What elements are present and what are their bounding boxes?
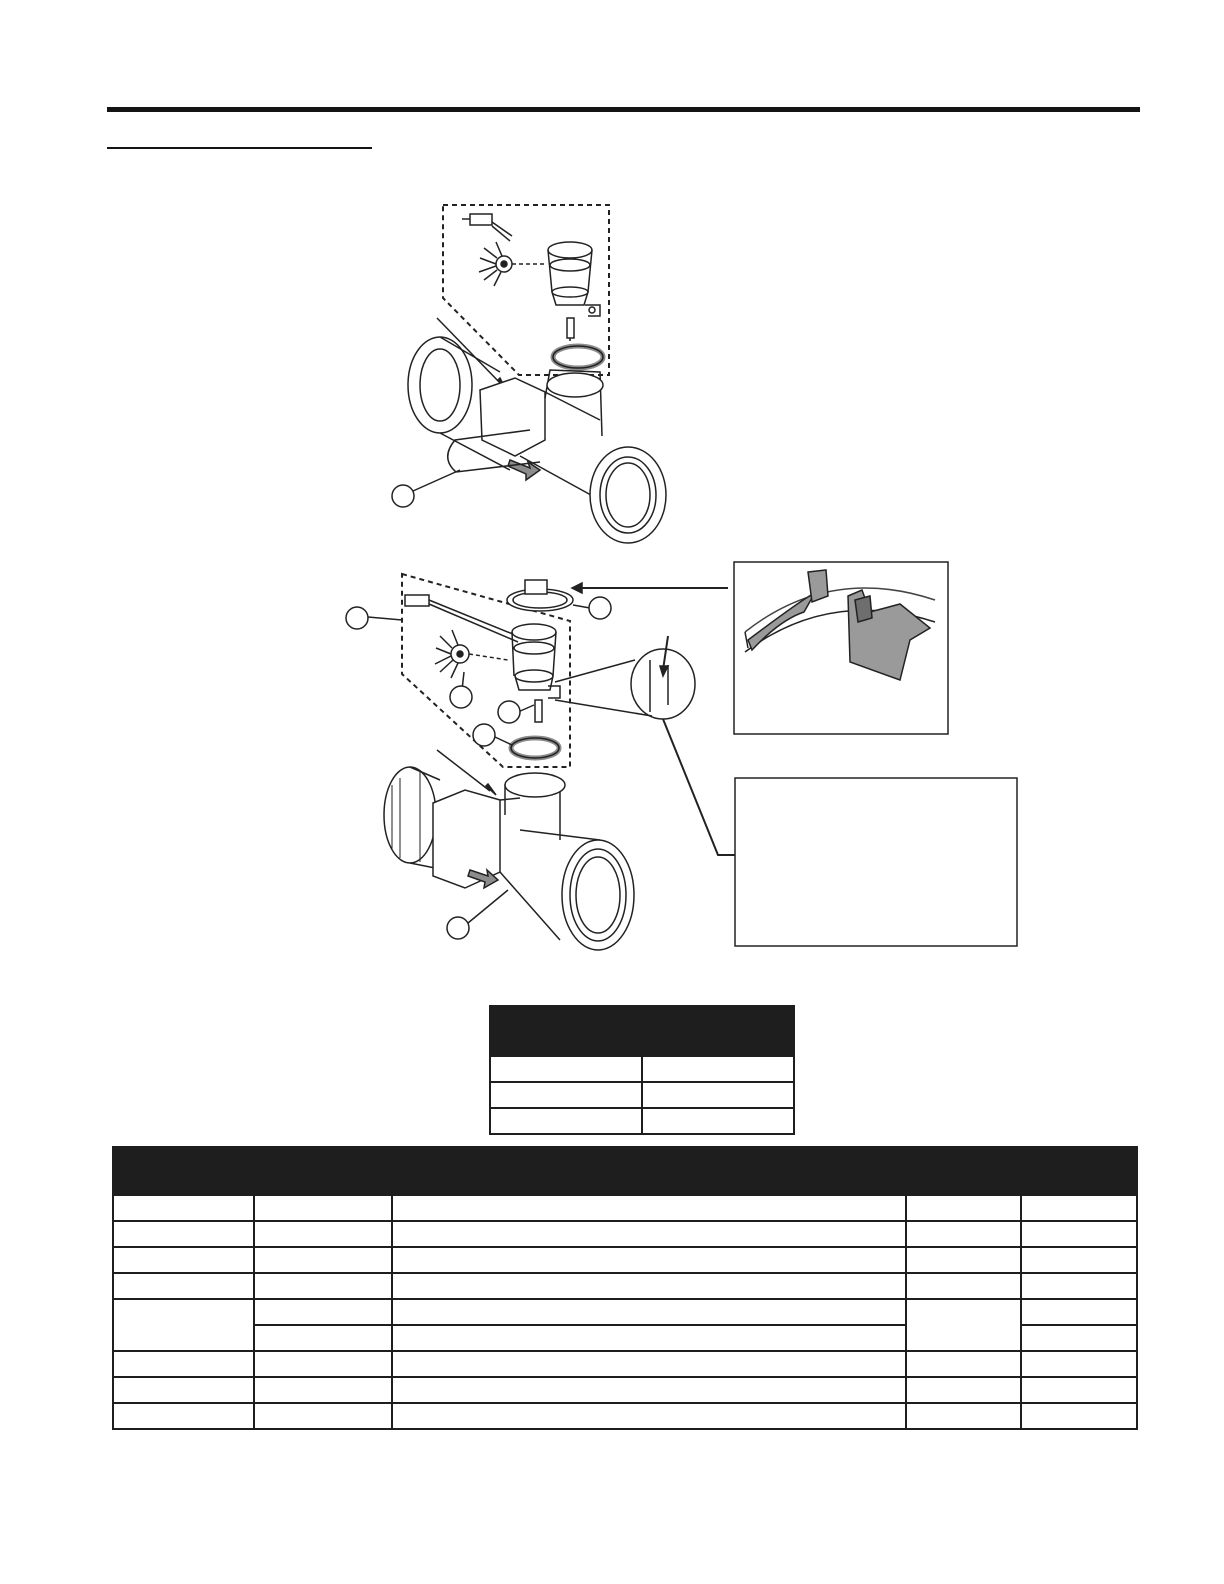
table-cell	[113, 1299, 254, 1351]
table-cell	[642, 1108, 794, 1134]
callout-circle-6	[473, 724, 495, 746]
table-cell	[906, 1221, 1021, 1247]
note-box	[735, 778, 1017, 946]
table-cell	[906, 1247, 1021, 1273]
table-cell	[490, 1056, 642, 1082]
table-row	[490, 1056, 794, 1082]
table-row	[490, 1082, 794, 1108]
table-cell	[254, 1351, 392, 1377]
table-cell	[1021, 1377, 1137, 1403]
parts-table-header	[254, 1147, 392, 1195]
table-cell	[1021, 1273, 1137, 1299]
callout-circle-4	[450, 686, 472, 708]
table-cell	[906, 1403, 1021, 1429]
table-row	[113, 1247, 1137, 1273]
table-row	[113, 1221, 1137, 1247]
callout-circle-5	[498, 701, 520, 723]
impeller-upper	[479, 242, 512, 286]
table-cell	[1021, 1247, 1137, 1273]
table-cell	[113, 1377, 254, 1403]
table-cell	[642, 1082, 794, 1108]
detail-magnifier	[555, 636, 735, 855]
table-row	[113, 1377, 1137, 1403]
table-cell	[392, 1403, 906, 1429]
upper-assembly	[392, 205, 666, 543]
table-cell	[1021, 1403, 1137, 1429]
table-cell	[254, 1377, 392, 1403]
table-cell	[906, 1377, 1021, 1403]
table-cell	[254, 1221, 392, 1247]
size-table	[489, 1005, 795, 1135]
table-cell	[1021, 1325, 1137, 1351]
parts-table-header	[392, 1147, 906, 1195]
table-cell	[254, 1299, 392, 1325]
table-cell	[392, 1325, 906, 1351]
table-cell	[254, 1403, 392, 1429]
tee-body-upper	[408, 337, 666, 543]
table-cell	[1021, 1195, 1137, 1221]
table-cell	[392, 1273, 906, 1299]
table-row	[113, 1299, 1137, 1325]
table-cell	[490, 1082, 642, 1108]
parts-table-header	[906, 1147, 1021, 1195]
clip-detail-box	[734, 562, 948, 734]
table-cell	[392, 1299, 906, 1325]
lower-assembly	[346, 574, 728, 950]
table-cell	[490, 1108, 642, 1134]
tee-body-lower	[384, 767, 634, 950]
table-cell	[113, 1221, 254, 1247]
table-row	[113, 1351, 1137, 1377]
table-row	[113, 1273, 1137, 1299]
table-row	[113, 1403, 1137, 1429]
size-table-header	[642, 1006, 794, 1056]
parts-table-header	[113, 1147, 254, 1195]
retaining-clip	[507, 580, 573, 611]
table-cell	[906, 1195, 1021, 1221]
callout-circle-1	[392, 485, 414, 507]
parts-table	[112, 1146, 1138, 1430]
table-cell	[254, 1325, 392, 1351]
table-cell	[1021, 1299, 1137, 1325]
table-row	[113, 1195, 1137, 1221]
sensor-body-upper	[548, 242, 600, 316]
table-cell	[254, 1273, 392, 1299]
table-cell	[113, 1247, 254, 1273]
table-cell	[906, 1351, 1021, 1377]
table-cell	[392, 1377, 906, 1403]
table-cell	[906, 1273, 1021, 1299]
callout-circle-2	[589, 597, 611, 619]
table-cell	[1021, 1221, 1137, 1247]
table-cell	[392, 1195, 906, 1221]
table-cell	[1021, 1351, 1137, 1377]
table-cell	[254, 1247, 392, 1273]
callout-circle-7	[447, 917, 469, 939]
impeller-lower	[435, 630, 469, 678]
table-row	[490, 1108, 794, 1134]
table-cell	[113, 1403, 254, 1429]
table-cell	[392, 1221, 906, 1247]
table-cell	[113, 1195, 254, 1221]
size-table-header	[490, 1006, 642, 1056]
sensor-body-lower	[512, 624, 560, 698]
table-cell	[392, 1351, 906, 1377]
parts-table-header	[1021, 1147, 1137, 1195]
table-cell	[392, 1247, 906, 1273]
table-cell	[642, 1056, 794, 1082]
table-cell	[113, 1351, 254, 1377]
table-cell	[254, 1195, 392, 1221]
table-cell	[113, 1273, 254, 1299]
table-cell	[906, 1299, 1021, 1351]
callout-circle-3	[346, 607, 368, 629]
